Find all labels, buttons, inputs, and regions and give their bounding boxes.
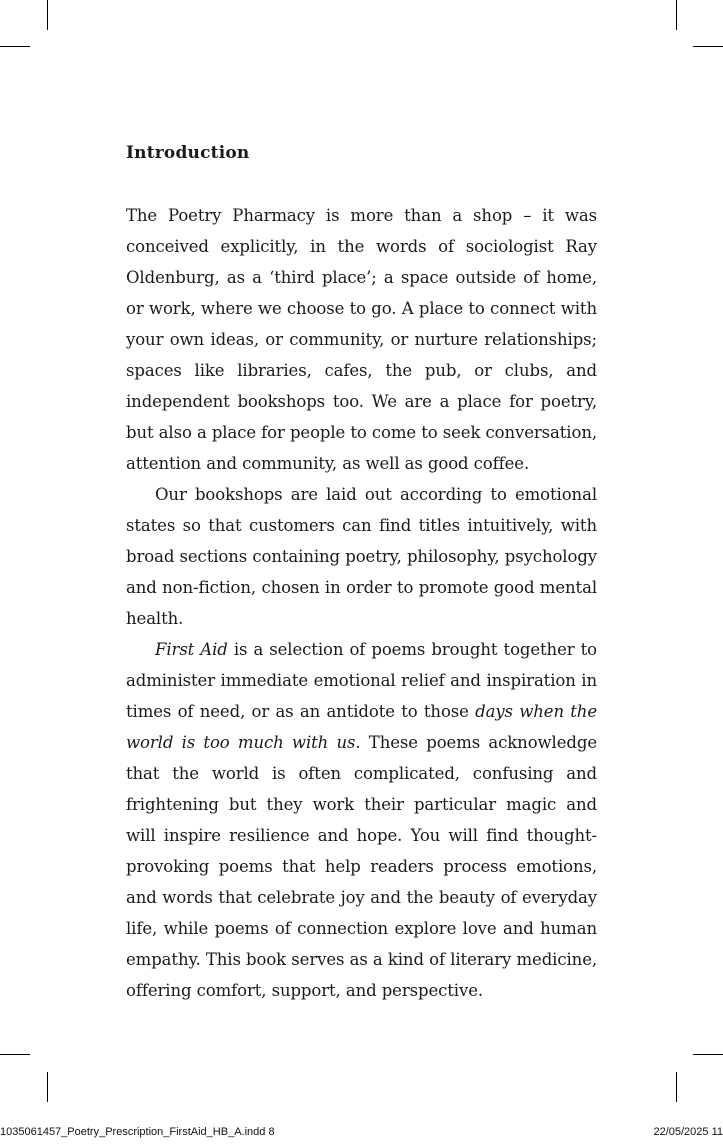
paragraph-3 xyxy=(126,634,597,1006)
crop-mark-top-left-vertical xyxy=(47,0,48,30)
paragraph-2 xyxy=(126,479,597,634)
paragraph-3-text-a: is a selection of poems brought together to administer immediate emotional relief and inspiration in times of need, or as an antidote to those xyxy=(126,640,597,721)
page-title: Introduction xyxy=(126,143,250,163)
crop-mark-top-left-horizontal xyxy=(0,46,30,47)
quote-italic: days when the world is too much with us xyxy=(126,702,597,752)
crop-mark-bottom-left-horizontal xyxy=(0,1054,30,1055)
paragraph-2-text: Our bookshops are laid out according to emotional states so that customers can find titles intuitively, with broad sections containing poetry, philosophy, psychology and non-fiction, chosen in order to promote good mental health. xyxy=(126,485,597,628)
body-text xyxy=(126,200,597,1006)
crop-mark-top-right-horizontal xyxy=(693,46,723,47)
paragraph-1-text: The Poetry Pharmacy is more than a shop – it was conceived explicitly, in the words of sociologist Ray Oldenburg, as a ‘third place’; a space outside of home, or work, where we choose to go. A place to connect with your own ideas, or community, or nurture relationships; spaces like libraries, cafes, the pub, or clubs, and independent bookshops too. We are a place for poetry, but also a place for people to come to seek conversation, attention and community, as well as good coffee. xyxy=(126,206,597,473)
slug-filename: 1035061457_Poetry_Prescription_FirstAid_HB_A.indd 8 xyxy=(0,1126,275,1138)
crop-mark-bottom-left-vertical xyxy=(47,1072,48,1102)
paragraph-3-text-b: . These poems acknowledge that the world is often complicated, confusing and frightening but they work their particular magic and will inspire resilience and hope. You will find thought-provoking poems that help readers process emotions, and words that celebrate joy and the beauty of everyday life, while poems of connection explore love and human empathy. This book serves as a kind of literary medicine, offering comfort, support, and perspective. xyxy=(126,733,597,1000)
paragraph-1 xyxy=(126,200,597,479)
book-title-italic: First Aid xyxy=(155,640,228,659)
crop-mark-bottom-right-horizontal xyxy=(693,1054,723,1055)
crop-mark-top-right-vertical xyxy=(676,0,677,30)
crop-mark-bottom-right-vertical xyxy=(676,1072,677,1102)
slug-datetime: 22/05/2025 11 xyxy=(653,1126,723,1138)
